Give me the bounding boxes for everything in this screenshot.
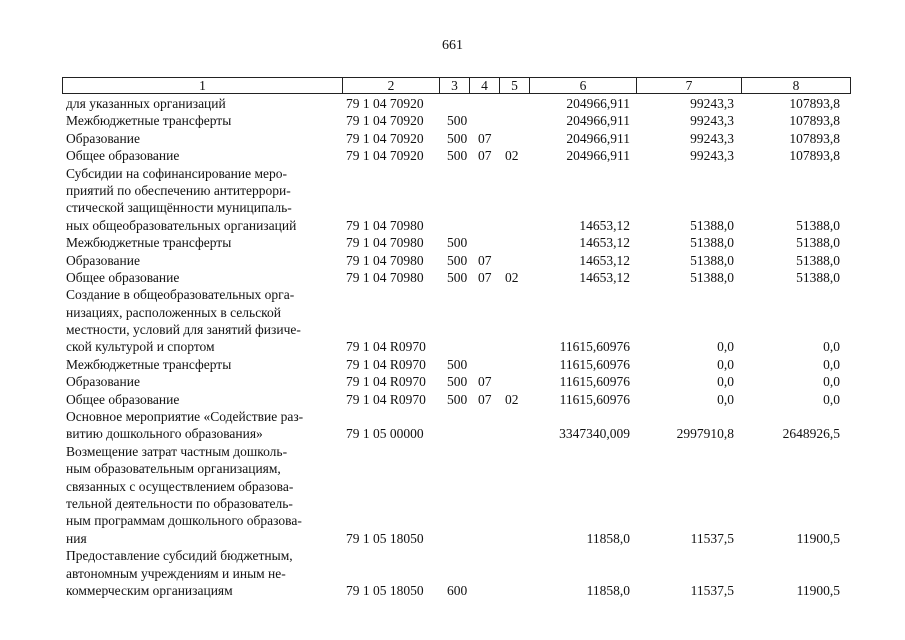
- row-code: 79 1 05 00000: [346, 426, 424, 442]
- row-amount-col8: 51388,0: [796, 269, 840, 285]
- column-header-2: 2: [343, 78, 440, 94]
- row-name-line: Образование: [66, 252, 140, 268]
- row-code: 79 1 05 18050: [346, 530, 424, 546]
- row-name-line: Основное мероприятие «Содействие раз-: [66, 409, 304, 425]
- row-amount-col6: 11615,60976: [559, 339, 630, 355]
- page-number: 661: [442, 38, 463, 53]
- row-expense-type: 500: [447, 148, 468, 164]
- table-row: [66, 130, 856, 147]
- row-code: 79 1 04 70920: [346, 96, 424, 111]
- row-name: [66, 147, 336, 164]
- row-name-line: ным образовательным организациям,: [66, 461, 281, 477]
- row-name-line: Общее образование: [66, 391, 180, 407]
- row-code: 79 1 04 R0970: [346, 339, 426, 355]
- table-row: [66, 165, 856, 235]
- row-code: 79 1 05 18050: [346, 582, 424, 598]
- row-amount-col8: 107893,8: [789, 113, 840, 129]
- row-section: 07: [478, 130, 492, 146]
- row-code: 79 1 04 70920: [346, 113, 424, 129]
- column-header-8: 8: [742, 78, 851, 94]
- row-code: 79 1 04 70920: [346, 130, 424, 146]
- row-name: [66, 286, 336, 356]
- row-name: [66, 130, 336, 147]
- table-row: [66, 252, 856, 269]
- row-name-line: ской культурой и спортом: [66, 339, 215, 355]
- row-expense-type: 500: [447, 356, 468, 372]
- row-section: 07: [478, 391, 492, 407]
- row-name-line: автономным учреждениям и иным не-: [66, 565, 286, 581]
- table-row: [66, 286, 856, 356]
- row-name: [66, 356, 336, 373]
- row-amount-col7: 2997910,8: [676, 426, 734, 442]
- budget-table-body: [66, 95, 856, 599]
- row-amount-col7: 99243,3: [690, 113, 734, 129]
- row-amount-col6: 11615,60976: [559, 391, 630, 407]
- table-row: [66, 95, 856, 112]
- row-code: 79 1 04 R0970: [346, 356, 426, 372]
- row-amount-col7: 51388,0: [690, 269, 734, 285]
- row-section: 07: [478, 269, 492, 285]
- row-amount-col6: 204966,911: [566, 130, 630, 146]
- row-name-line: тельной деятельности по образователь-: [66, 495, 293, 511]
- row-expense-type: 500: [447, 235, 468, 251]
- row-amount-col6: 14653,12: [579, 235, 630, 251]
- row-name-line: местности, условий для занятий физиче-: [66, 322, 301, 338]
- row-amount-col7: 0,0: [717, 391, 734, 407]
- table-row: [66, 373, 856, 390]
- row-name-line: ния: [66, 530, 87, 546]
- row-amount-col8: 51388,0: [796, 217, 840, 233]
- table-row: [66, 269, 856, 286]
- row-name-line: Межбюджетные трансферты: [66, 113, 232, 129]
- row-code: 79 1 04 70980: [346, 235, 424, 251]
- row-amount-col8: 11900,5: [796, 582, 840, 598]
- row-name: [66, 112, 336, 129]
- row-expense-type: 500: [447, 113, 468, 129]
- table-row: [66, 391, 856, 408]
- row-code: 79 1 04 70920: [346, 148, 424, 164]
- row-name-line: стической защищённости муниципаль-: [66, 200, 292, 216]
- row-name-line: Общее образование: [66, 148, 180, 164]
- row-name: [66, 547, 336, 599]
- column-header-table: [62, 77, 851, 94]
- row-name-line: для указанных организаций: [66, 96, 226, 111]
- row-name: [66, 269, 336, 286]
- row-amount-col6: 11615,60976: [559, 356, 630, 372]
- row-name: [66, 443, 336, 547]
- row-section: 07: [478, 148, 492, 164]
- row-expense-type: 500: [447, 252, 468, 268]
- row-amount-col8: 2648926,5: [782, 426, 840, 442]
- row-name-line: Межбюджетные трансферты: [66, 235, 232, 251]
- table-row: [66, 547, 856, 599]
- row-name-line: ным программам дошкольного образова-: [66, 513, 302, 529]
- row-expense-type: 500: [447, 374, 468, 390]
- row-name-line: Субсидии на софинансирование меро-: [66, 165, 288, 181]
- table-row: [66, 443, 856, 547]
- row-amount-col7: 51388,0: [690, 252, 734, 268]
- row-code: 79 1 04 70980: [346, 217, 424, 233]
- row-subsection: 02: [505, 148, 519, 164]
- row-name-line: связанных с осуществлением образова-: [66, 478, 294, 494]
- row-name: [66, 234, 336, 251]
- row-amount-col7: 51388,0: [690, 217, 734, 233]
- column-header-row: [63, 78, 851, 94]
- row-amount-col6: 11615,60976: [559, 374, 630, 390]
- row-name-line: приятий по обеспечению антитеррори-: [66, 182, 291, 198]
- row-name: [66, 408, 336, 443]
- row-amount-col6: 11858,0: [586, 582, 630, 598]
- row-amount-col7: 99243,3: [690, 148, 734, 164]
- row-expense-type: 500: [447, 391, 468, 407]
- row-expense-type: 500: [447, 130, 468, 146]
- table-row: [66, 147, 856, 164]
- row-code: 79 1 04 70980: [346, 269, 424, 285]
- row-amount-col7: 0,0: [717, 374, 734, 390]
- row-amount-col8: 0,0: [823, 391, 840, 407]
- row-section: 07: [478, 374, 492, 390]
- row-amount-col7: 11537,5: [690, 530, 734, 546]
- row-expense-type: 600: [447, 582, 468, 598]
- row-name-line: низациях, расположенных в сельской: [66, 304, 282, 320]
- row-name-line: ных общеобразовательных организаций: [66, 217, 297, 233]
- row-amount-col7: 0,0: [717, 339, 734, 355]
- table-row: [66, 234, 856, 251]
- row-amount-col6: 14653,12: [579, 269, 630, 285]
- row-amount-col7: 0,0: [717, 356, 734, 372]
- row-amount-col6: 14653,12: [579, 217, 630, 233]
- row-name: [66, 165, 336, 235]
- row-amount-col8: 0,0: [823, 356, 840, 372]
- row-name-line: Образование: [66, 374, 140, 390]
- table-row: [66, 356, 856, 373]
- column-header-7: 7: [637, 78, 742, 94]
- row-code: 79 1 04 R0970: [346, 374, 426, 390]
- row-amount-col8: 0,0: [823, 339, 840, 355]
- row-code: 79 1 04 R0970: [346, 391, 426, 407]
- column-header-1: 1: [63, 78, 343, 94]
- row-section: 07: [478, 252, 492, 268]
- row-amount-col6: 11858,0: [586, 530, 630, 546]
- row-name-line: Межбюджетные трансферты: [66, 356, 232, 372]
- row-subsection: 02: [505, 269, 519, 285]
- column-header-5: 5: [500, 78, 530, 94]
- row-amount-col6: 14653,12: [579, 252, 630, 268]
- table-row: [66, 112, 856, 129]
- row-name-line: Предоставление субсидий бюджетным,: [66, 548, 293, 564]
- table-row: [66, 408, 856, 443]
- row-name-line: Создание в общеобразовательных орга-: [66, 287, 295, 303]
- row-amount-col8: 107893,8: [789, 130, 840, 146]
- row-name: [66, 95, 336, 112]
- column-header-4: 4: [470, 78, 500, 94]
- row-amount-col7: 99243,3: [690, 130, 734, 146]
- row-code: 79 1 04 70980: [346, 252, 424, 268]
- row-amount-col7: 99243,3: [690, 96, 734, 111]
- row-amount-col7: 51388,0: [690, 235, 734, 251]
- row-name: [66, 252, 336, 269]
- column-header-6: 6: [530, 78, 637, 94]
- row-subsection: 02: [505, 391, 519, 407]
- row-amount-col8: 107893,8: [789, 148, 840, 164]
- row-amount-col7: 11537,5: [690, 582, 734, 598]
- row-amount-col6: 3347340,009: [559, 426, 630, 442]
- row-amount-col8: 0,0: [823, 374, 840, 390]
- row-amount-col8: 51388,0: [796, 235, 840, 251]
- row-name-line: витию дошкольного образования»: [66, 426, 263, 442]
- row-name-line: Образование: [66, 130, 140, 146]
- row-amount-col6: 204966,911: [566, 96, 630, 111]
- row-amount-col6: 204966,911: [566, 113, 630, 129]
- row-amount-col6: 204966,911: [566, 148, 630, 164]
- row-amount-col8: 51388,0: [796, 252, 840, 268]
- row-name-line: коммерческим организациям: [66, 582, 233, 598]
- column-header-3: 3: [440, 78, 470, 94]
- row-name-line: Общее образование: [66, 269, 180, 285]
- row-name-line: Возмещение затрат частным дошколь-: [66, 443, 288, 459]
- row-name: [66, 391, 336, 408]
- row-amount-col8: 11900,5: [796, 530, 840, 546]
- row-expense-type: 500: [447, 269, 468, 285]
- row-name: [66, 373, 336, 390]
- row-amount-col8: 107893,8: [789, 96, 840, 111]
